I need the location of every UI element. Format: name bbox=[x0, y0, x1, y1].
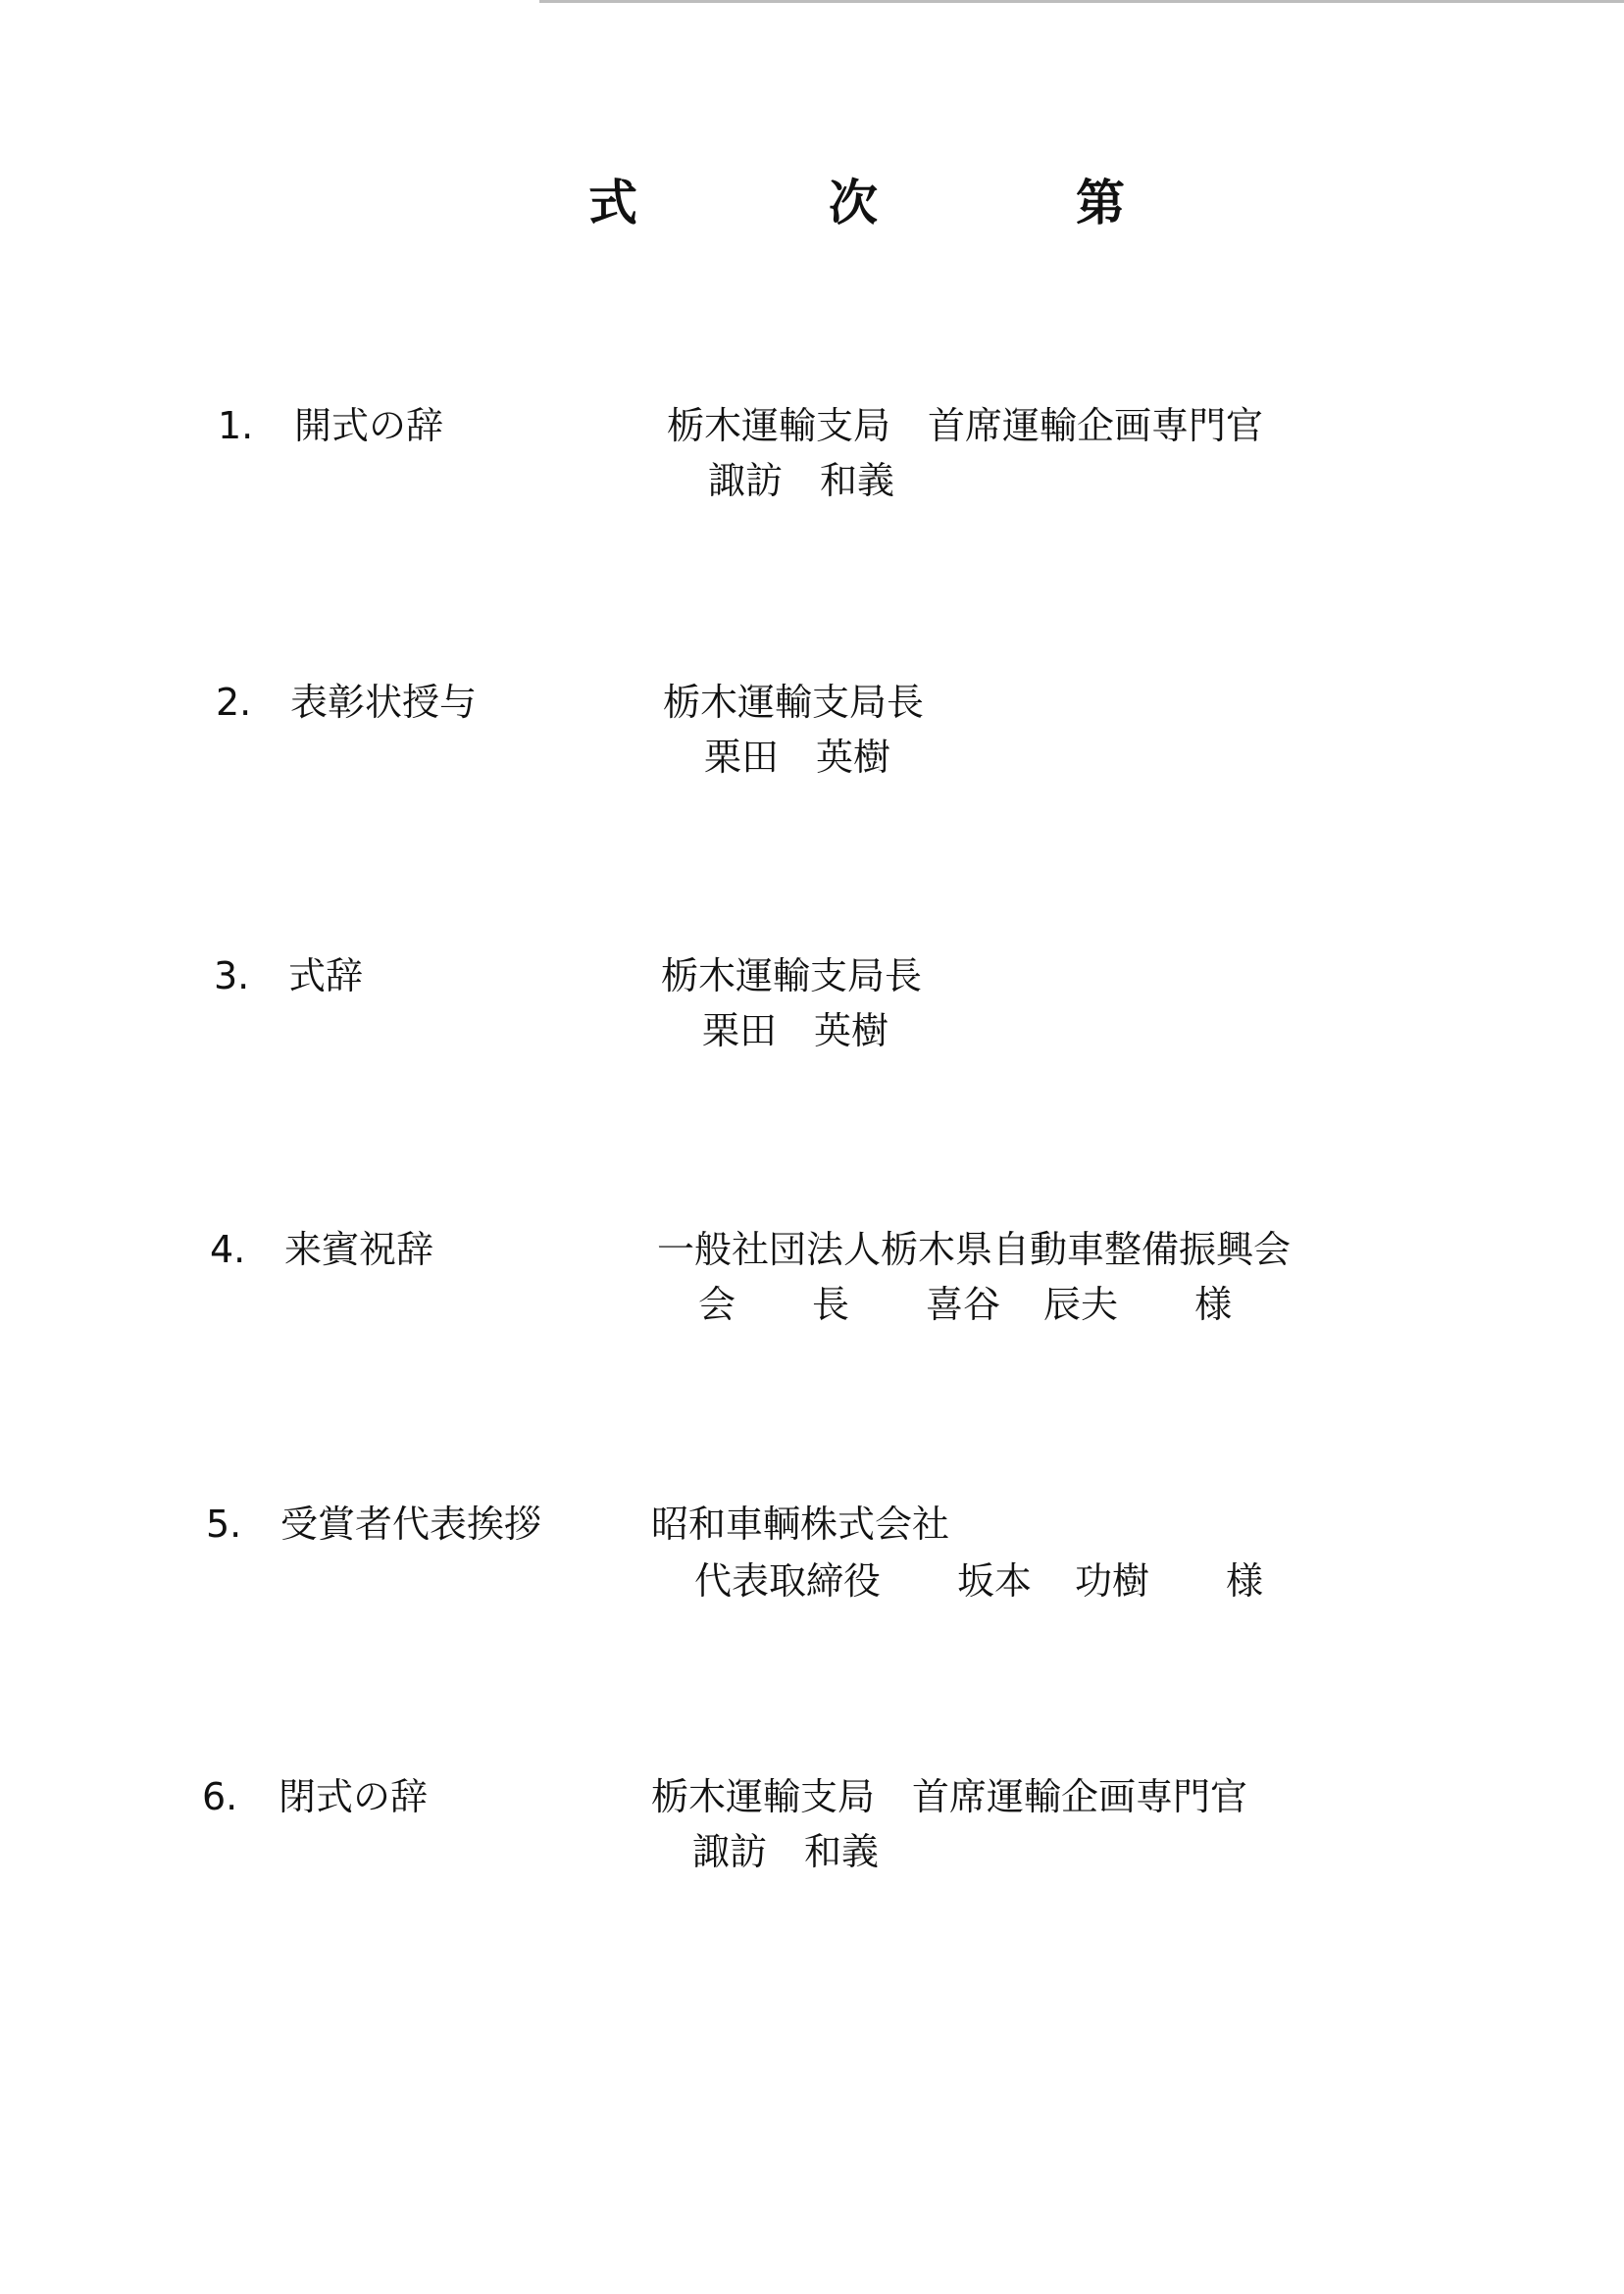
speaker-given-name: 功樹 bbox=[1075, 1559, 1150, 1603]
item-title: 受賞者代表挨拶 bbox=[280, 1503, 542, 1546]
item-title: 式辞 bbox=[288, 954, 364, 997]
speaker-given-name: 辰夫 bbox=[1043, 1283, 1119, 1326]
item-number: 3. bbox=[214, 954, 250, 997]
item-number: 1. bbox=[218, 404, 254, 447]
program-item-3 bbox=[0, 952, 1624, 1080]
program-item-5 bbox=[0, 1501, 1624, 1628]
title-char-1: 式 bbox=[588, 175, 637, 231]
speaker-title-part-2: 長 bbox=[812, 1283, 850, 1326]
item-number: 6. bbox=[202, 1775, 238, 1818]
speaker-title-part-1: 会 bbox=[698, 1283, 736, 1326]
item-number: 4. bbox=[210, 1228, 246, 1271]
program-item-1 bbox=[0, 402, 1624, 530]
title-char-2: 次 bbox=[829, 175, 878, 231]
item-title: 開式の辞 bbox=[294, 404, 444, 447]
speaker-honorific: 様 bbox=[1194, 1283, 1233, 1326]
program-item-6 bbox=[0, 1773, 1624, 1901]
speaker-name: 諏訪 和義 bbox=[692, 1830, 880, 1873]
speaker-name: 栗田 英樹 bbox=[704, 736, 891, 779]
speaker-organization: 栃木運輸支局長 bbox=[661, 954, 923, 997]
item-number: 2. bbox=[216, 681, 252, 724]
title-char-3: 第 bbox=[1076, 175, 1125, 231]
speaker-title: 代表取締役 bbox=[694, 1559, 882, 1603]
item-title: 閉式の辞 bbox=[279, 1775, 429, 1818]
speaker-surname: 坂本 bbox=[957, 1559, 1033, 1603]
program-item-2 bbox=[0, 679, 1624, 806]
speaker-organization: 栃木運輸支局長 bbox=[663, 681, 925, 724]
speaker-organization: 栃木運輸支局 首席運輸企画専門官 bbox=[667, 404, 1264, 447]
speaker-name-line bbox=[698, 1281, 1232, 1328]
speaker-name: 栗田 英樹 bbox=[702, 1009, 889, 1052]
program-item-4 bbox=[0, 1226, 1624, 1353]
speaker-organization: 栃木運輸支局 首席運輸企画専門官 bbox=[651, 1775, 1248, 1818]
speaker-name-line bbox=[694, 1557, 1263, 1605]
speaker-organization: 一般社団法人栃木県自動車整備振興会 bbox=[657, 1228, 1292, 1271]
item-number: 5. bbox=[206, 1503, 242, 1546]
item-title: 表彰状授与 bbox=[290, 681, 478, 724]
speaker-organization: 昭和車輌株式会社 bbox=[651, 1503, 950, 1546]
speaker-honorific: 様 bbox=[1226, 1559, 1264, 1603]
item-title: 来賓祝辞 bbox=[284, 1228, 434, 1271]
speaker-surname: 喜谷 bbox=[926, 1283, 1001, 1326]
speaker-name: 諏訪 和義 bbox=[708, 459, 895, 502]
